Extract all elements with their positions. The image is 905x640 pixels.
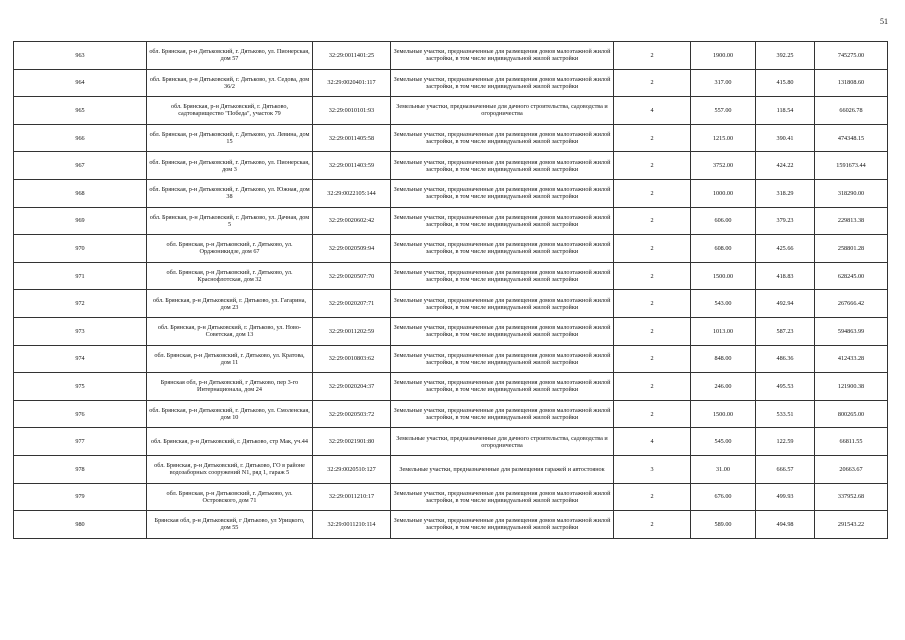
use-group-cell: 4 [614,428,691,456]
cadastral-value-cell: 66026.78 [815,97,888,125]
address-cell: обл. Брянская, р-н Дятьковский, г. Дятьково, ул. Левина, дом 15 [147,124,313,152]
specific-value-cell: 494.98 [756,511,815,539]
use-group-cell: 2 [614,483,691,511]
row-number-cell: 976 [14,400,147,428]
permitted-use-cell: Земельные участки, предназначенные для размещения домов малоэтажной жилой застройки, в том числе индивидуальной жилой застройки [391,290,614,318]
row-number-cell: 964 [14,69,147,97]
address-cell: обл. Брянская, р-н Дятьковский, г. Дятьково, ул. Дачная, дом 5 [147,207,313,235]
cadastral-value-cell: 318290.00 [815,179,888,207]
use-group-cell: 2 [614,235,691,263]
table-row [14,345,888,373]
area-cell: 317.00 [691,69,756,97]
use-group-cell: 2 [614,290,691,318]
page-number: 51 [880,17,888,26]
cadastral-value-cell: 745275.00 [815,42,888,70]
area-cell: 1000.00 [691,179,756,207]
row-number-cell: 970 [14,235,147,263]
address-cell: обл. Брянская, р-н Дятьковский, г. Дятьково, ул. Краснофлотская, дом 32 [147,262,313,290]
table-row [14,124,888,152]
specific-value-cell: 379.23 [756,207,815,235]
area-cell: 557.00 [691,97,756,125]
area-cell: 1013.00 [691,317,756,345]
table-row [14,69,888,97]
cadastral-number-cell: 32:29:0011202:59 [313,317,391,345]
use-group-cell: 2 [614,262,691,290]
land-registry-table [13,41,888,539]
use-group-cell: 4 [614,97,691,125]
permitted-use-cell: Земельные участки, предназначенные для размещения домов малоэтажной жилой застройки, в том числе индивидуальной жилой застройки [391,345,614,373]
specific-value-cell: 392.25 [756,42,815,70]
permitted-use-cell: Земельные участки, предназначенные для размещения домов малоэтажной жилой застройки, в том числе индивидуальной жилой застройки [391,373,614,401]
cadastral-number-cell: 32:29:0020204:37 [313,373,391,401]
cadastral-number-cell: 32:29:0011401:25 [313,42,391,70]
area-cell: 1500.00 [691,400,756,428]
area-cell: 3752.00 [691,152,756,180]
area-cell: 1500.00 [691,262,756,290]
area-cell: 246.00 [691,373,756,401]
cadastral-number-cell: 32:29:0020503:72 [313,400,391,428]
permitted-use-cell: Земельные участки, предназначенные для размещения домов малоэтажной жилой застройки, в том числе индивидуальной жилой застройки [391,207,614,235]
cadastral-value-cell: 800265.00 [815,400,888,428]
permitted-use-cell: Земельные участки, предназначенные для размещения домов малоэтажной жилой застройки, в том числе индивидуальной жилой застройки [391,42,614,70]
cadastral-value-cell: 412433.28 [815,345,888,373]
address-cell: обл. Брянская, р-н Дятьковский, г. Дятьково, ул. Гагарина, дом 23 [147,290,313,318]
cadastral-number-cell: 32:29:0020602:42 [313,207,391,235]
cadastral-number-cell: 32:29:0020509:94 [313,235,391,263]
address-cell: обл. Брянская, р-н Дятьковский, г. Дятьково, ГО в районе водозаборных сооружений N1, ряд 1, гараж 5 [147,455,313,483]
specific-value-cell: 587.23 [756,317,815,345]
area-cell: 589.00 [691,511,756,539]
specific-value-cell: 118.54 [756,97,815,125]
specific-value-cell: 122.59 [756,428,815,456]
table-row [14,152,888,180]
specific-value-cell: 495.53 [756,373,815,401]
cadastral-value-cell: 1591673.44 [815,152,888,180]
specific-value-cell: 425.66 [756,235,815,263]
address-cell: обл. Брянская, р-н Дятьковский, г. Дятьково, ул. Орджоникидзе, дом 67 [147,235,313,263]
area-cell: 608.00 [691,235,756,263]
address-cell: обл. Брянская, р-н Дятьковский, г. Дятьково, ул. Пионерская, дом 3 [147,152,313,180]
cadastral-number-cell: 32:29:0011210:17 [313,483,391,511]
cadastral-value-cell: 121900.38 [815,373,888,401]
specific-value-cell: 415.80 [756,69,815,97]
table-row [14,400,888,428]
table-row [14,262,888,290]
row-number-cell: 974 [14,345,147,373]
address-cell: обл. Брянская, р-н Дятьковский, г. Дятьково, садтоварищество "Победа", участок 79 [147,97,313,125]
specific-value-cell: 533.51 [756,400,815,428]
row-number-cell: 963 [14,42,147,70]
cadastral-value-cell: 258801.28 [815,235,888,263]
cadastral-value-cell: 20663.67 [815,455,888,483]
permitted-use-cell: Земельные участки, предназначенные для размещения домов малоэтажной жилой застройки, в том числе индивидуальной жилой застройки [391,124,614,152]
specific-value-cell: 666.57 [756,455,815,483]
permitted-use-cell: Земельные участки, предназначенные для размещения домов малоэтажной жилой застройки, в том числе индивидуальной жилой застройки [391,69,614,97]
use-group-cell: 2 [614,207,691,235]
use-group-cell: 2 [614,42,691,70]
row-number-cell: 977 [14,428,147,456]
area-cell: 545.00 [691,428,756,456]
cadastral-value-cell: 66811.55 [815,428,888,456]
row-number-cell: 973 [14,317,147,345]
cadastral-number-cell: 32:29:0020401:117 [313,69,391,97]
cadastral-number-cell: 32:29:0011405:58 [313,124,391,152]
address-cell: обл. Брянская, р-н Дятьковский, г. Дятьково, ул. Южная, дом 38 [147,179,313,207]
table-row [14,290,888,318]
address-cell: Брянская обл, р-н Дятьковский, г Дятьково, пер 3-го Интернационала, дом 24 [147,373,313,401]
row-number-cell: 979 [14,483,147,511]
use-group-cell: 2 [614,69,691,97]
cadastral-value-cell: 291543.22 [815,511,888,539]
area-cell: 848.00 [691,345,756,373]
permitted-use-cell: Земельные участки, предназначенные для размещения домов малоэтажной жилой застройки, в том числе индивидуальной жилой застройки [391,179,614,207]
row-number-cell: 967 [14,152,147,180]
permitted-use-cell: Земельные участки, предназначенные для размещения гаражей и автостоянок [391,455,614,483]
area-cell: 1900.00 [691,42,756,70]
table-row [14,235,888,263]
cadastral-value-cell: 337952.68 [815,483,888,511]
row-number-cell: 980 [14,511,147,539]
use-group-cell: 2 [614,179,691,207]
row-number-cell: 972 [14,290,147,318]
table-row [14,428,888,456]
row-number-cell: 968 [14,179,147,207]
specific-value-cell: 418.83 [756,262,815,290]
use-group-cell: 2 [614,400,691,428]
specific-value-cell: 499.93 [756,483,815,511]
address-cell: обл. Брянская, р-н Дятьковский, г. Дятьково, ул. Кратова, дом 11 [147,345,313,373]
table-row [14,179,888,207]
use-group-cell: 2 [614,317,691,345]
permitted-use-cell: Земельные участки, предназначенные для размещения домов малоэтажной жилой застройки, в том числе индивидуальной жилой застройки [391,511,614,539]
table-row [14,373,888,401]
specific-value-cell: 486.36 [756,345,815,373]
table-row [14,511,888,539]
table-row [14,97,888,125]
use-group-cell: 2 [614,124,691,152]
permitted-use-cell: Земельные участки, предназначенные для размещения домов малоэтажной жилой застройки, в том числе индивидуальной жилой застройки [391,483,614,511]
row-number-cell: 966 [14,124,147,152]
cadastral-value-cell: 229813.38 [815,207,888,235]
cadastral-value-cell: 474348.15 [815,124,888,152]
permitted-use-cell: Земельные участки, предназначенные для размещения домов малоэтажной жилой застройки, в том числе индивидуальной жилой застройки [391,262,614,290]
address-cell: обл. Брянская, р-н Дятьковский, г. Дятьково, ул. Островского, дом 71 [147,483,313,511]
registry-body [14,42,888,539]
cadastral-number-cell: 32:29:0020510:127 [313,455,391,483]
specific-value-cell: 492.94 [756,290,815,318]
row-number-cell: 969 [14,207,147,235]
table-row [14,483,888,511]
cadastral-number-cell: 32:29:0010803:62 [313,345,391,373]
cadastral-number-cell: 32:29:0021901:80 [313,428,391,456]
table-row [14,207,888,235]
cadastral-value-cell: 267666.42 [815,290,888,318]
use-group-cell: 2 [614,345,691,373]
area-cell: 606.00 [691,207,756,235]
address-cell: обл. Брянская, р-н Дятьковский, г. Дятьково, стр Мак, уч.44 [147,428,313,456]
row-number-cell: 971 [14,262,147,290]
address-cell: обл. Брянская, р-н Дятьковский, г. Дятьково, ул. Ново-Советская, дом 13 [147,317,313,345]
permitted-use-cell: Земельные участки, предназначенные для размещения домов малоэтажной жилой застройки, в том числе индивидуальной жилой застройки [391,152,614,180]
use-group-cell: 2 [614,373,691,401]
address-cell: обл. Брянская, р-н Дятьковский, г. Дятьково, ул. Пионерская, дом 57 [147,42,313,70]
specific-value-cell: 390.41 [756,124,815,152]
specific-value-cell: 424.22 [756,152,815,180]
cadastral-number-cell: 32:29:0011403:59 [313,152,391,180]
permitted-use-cell: Земельные участки, предназначенные для размещения домов малоэтажной жилой застройки, в том числе индивидуальной жилой застройки [391,235,614,263]
table-row [14,317,888,345]
area-cell: 676.00 [691,483,756,511]
cadastral-number-cell: 32:29:0022105:144 [313,179,391,207]
cadastral-value-cell: 131808.60 [815,69,888,97]
use-group-cell: 2 [614,152,691,180]
cadastral-value-cell: 628245.00 [815,262,888,290]
address-cell: Брянская обл, р-н Дятьковский, г Дятьково, ул Урицкого, дом 55 [147,511,313,539]
permitted-use-cell: Земельные участки, предназначенные для размещения домов малоэтажной жилой застройки, в том числе индивидуальной жилой застройки [391,400,614,428]
area-cell: 31.00 [691,455,756,483]
use-group-cell: 3 [614,455,691,483]
row-number-cell: 975 [14,373,147,401]
address-cell: обл. Брянская, р-н Дятьковский, г. Дятьково, ул. Смоленская, дом 10 [147,400,313,428]
permitted-use-cell: Земельные участки, предназначенные для дачного строительства, садоводства и огородничества [391,428,614,456]
permitted-use-cell: Земельные участки, предназначенные для дачного строительства, садоводства и огородничества [391,97,614,125]
area-cell: 543.00 [691,290,756,318]
cadastral-number-cell: 32:29:0020207:71 [313,290,391,318]
cadastral-number-cell: 32:29:0010101:93 [313,97,391,125]
table-row [14,42,888,70]
table-row [14,455,888,483]
row-number-cell: 965 [14,97,147,125]
cadastral-number-cell: 32:29:0020507:70 [313,262,391,290]
permitted-use-cell: Земельные участки, предназначенные для размещения домов малоэтажной жилой застройки, в том числе индивидуальной жилой застройки [391,317,614,345]
cadastral-value-cell: 594863.99 [815,317,888,345]
specific-value-cell: 318.29 [756,179,815,207]
address-cell: обл. Брянская, р-н Дятьковский, г. Дятьково, ул. Седова, дом 36/2 [147,69,313,97]
use-group-cell: 2 [614,511,691,539]
row-number-cell: 978 [14,455,147,483]
area-cell: 1215.00 [691,124,756,152]
cadastral-number-cell: 32:29:0011210:114 [313,511,391,539]
